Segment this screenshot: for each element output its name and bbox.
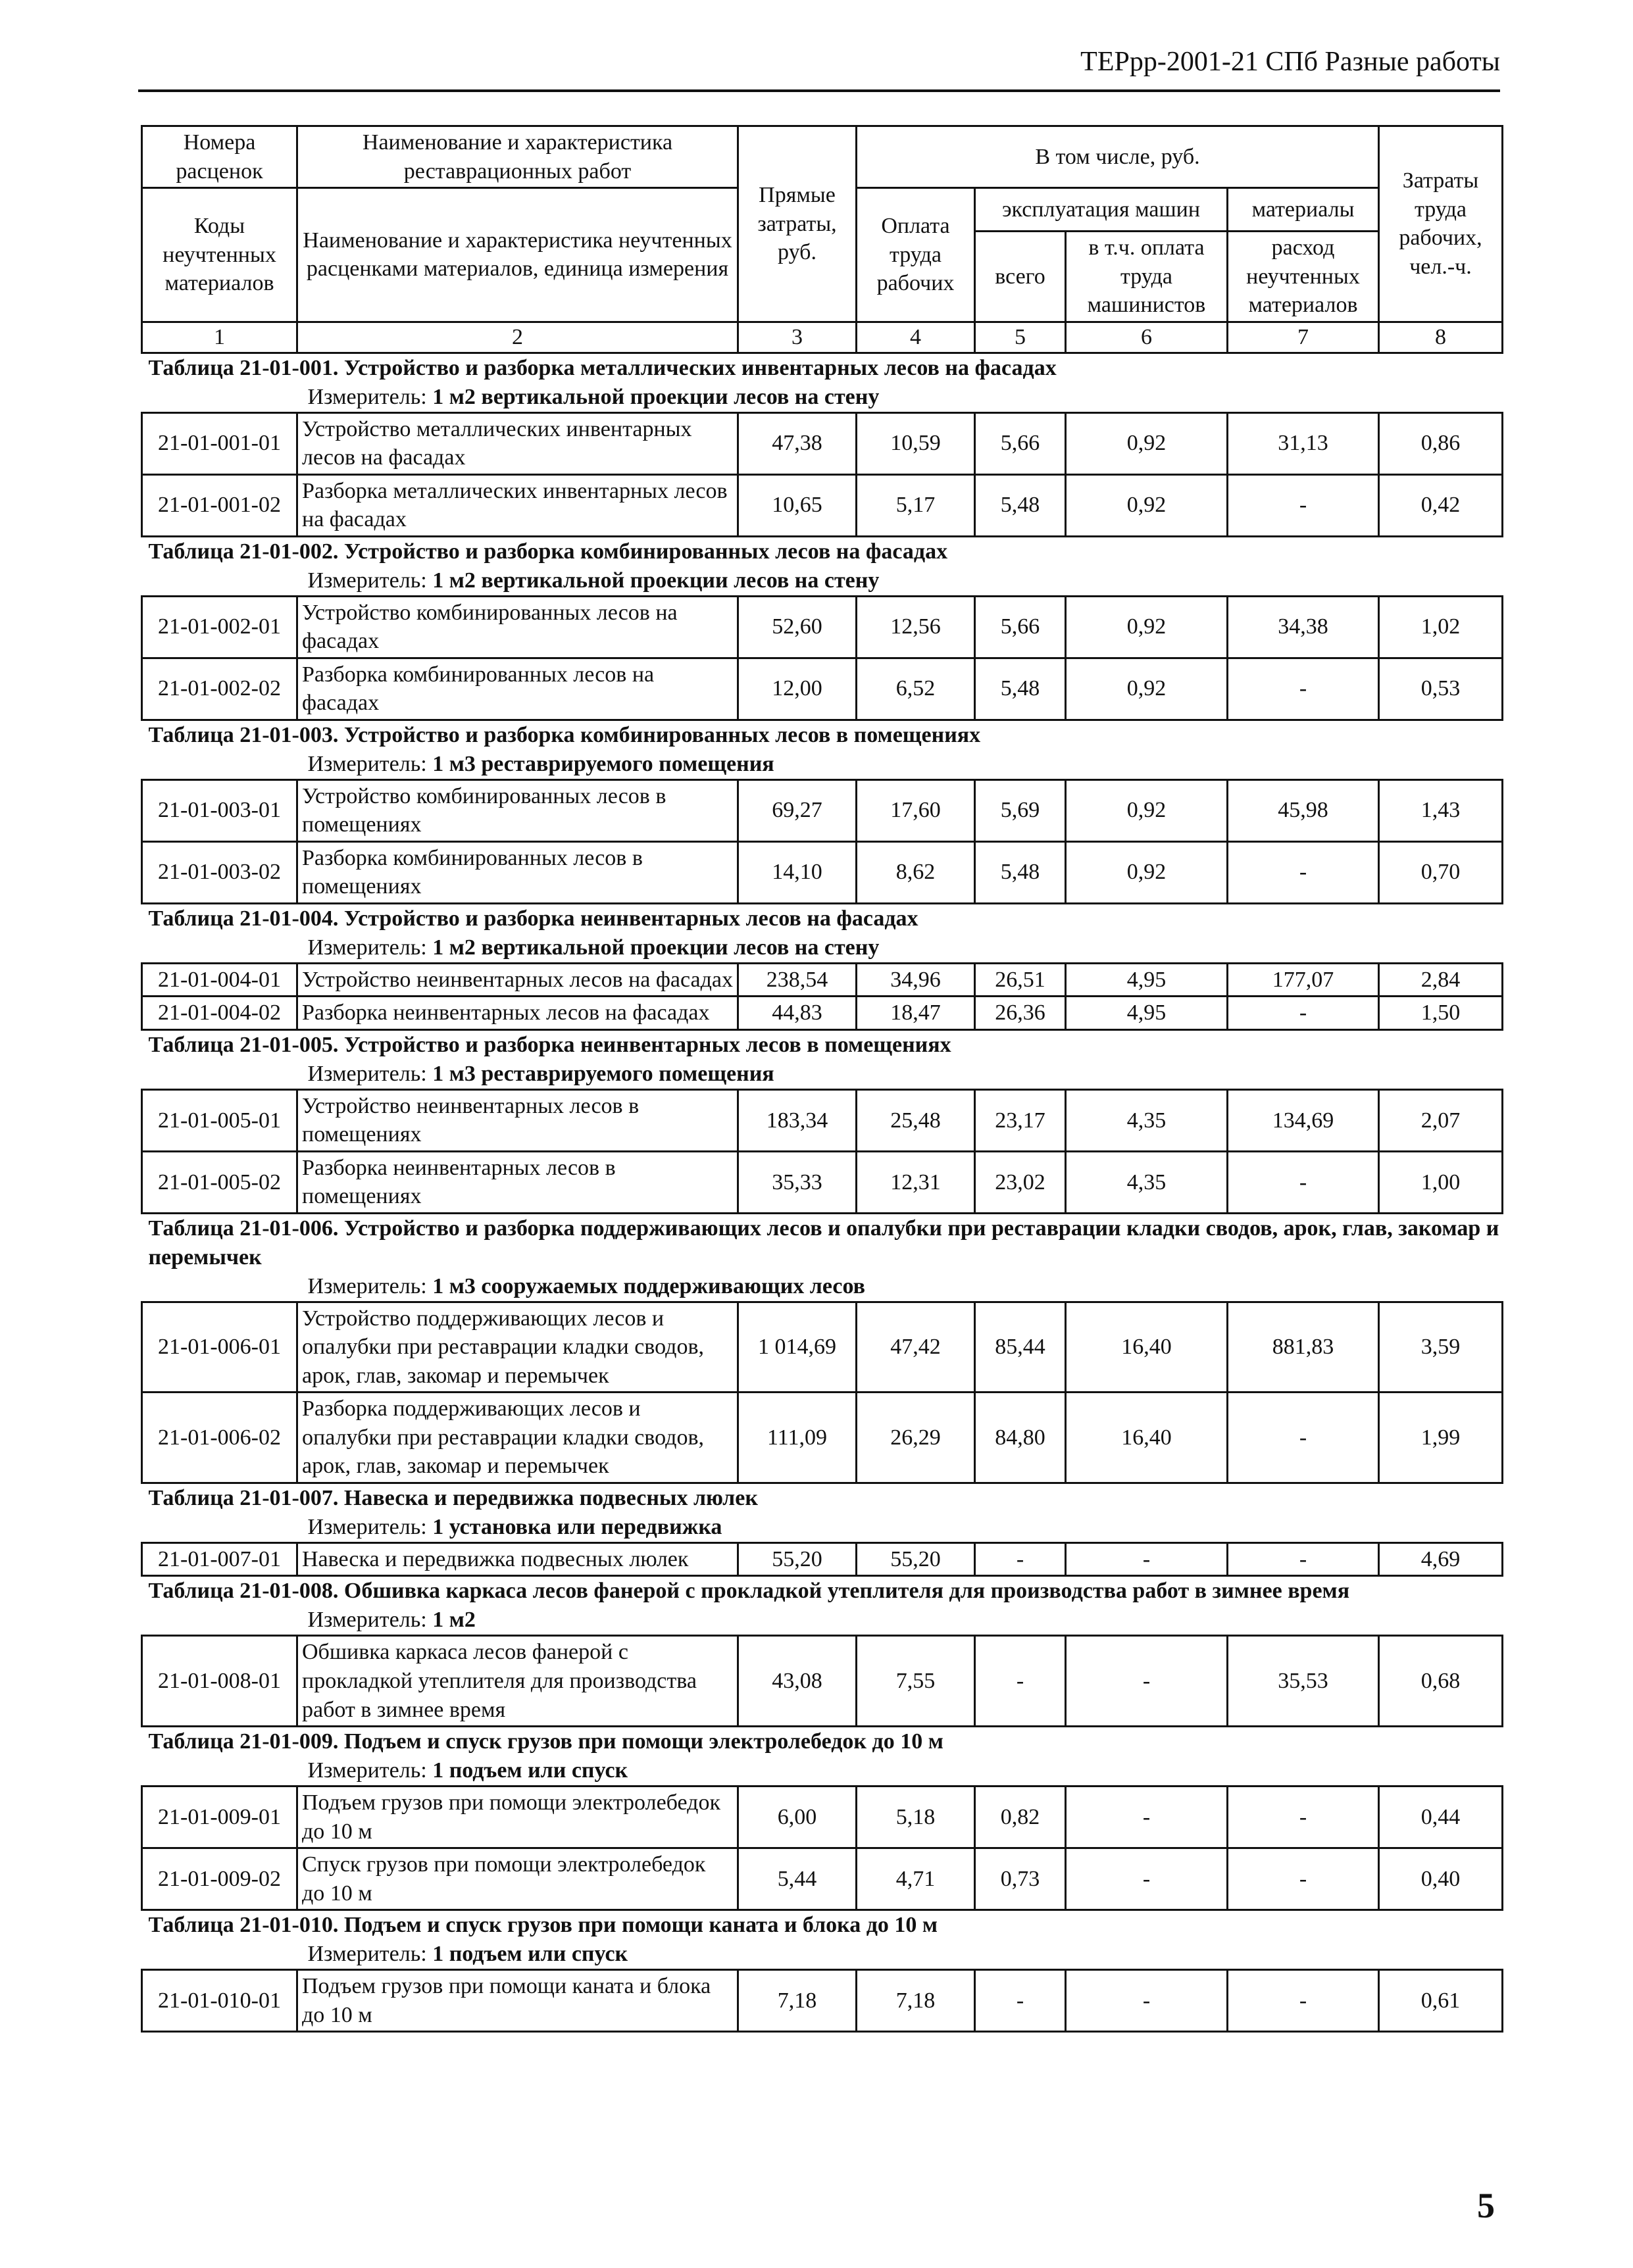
- work-name-cell: Подъем грузов при помощи электролебедок до 10 м: [297, 1787, 738, 1848]
- running-header: ТЕРрр-2001-21 СПб Разные работы: [1080, 47, 1500, 77]
- machinists-pay-cell: 4,35: [1066, 1151, 1228, 1213]
- measure-line: [142, 1513, 1503, 1543]
- labor-pay-cell: 8,62: [857, 841, 975, 903]
- machinists-pay-cell: 0,92: [1066, 658, 1228, 720]
- section-title: Таблица 21-01-008. Обшивка каркаса лесов фанерой с прокладкой утеплителя для производства работ в зимнее время: [148, 1579, 1350, 1604]
- labor-hours-cell: 4,69: [1379, 1542, 1503, 1576]
- labor-pay-cell: 12,31: [857, 1151, 975, 1213]
- measure-unit: 1 м2 вертикальной проекции лесов на стену: [432, 935, 880, 960]
- materials-cell: -: [1228, 1542, 1379, 1576]
- machinists-pay-cell: 4,95: [1066, 963, 1228, 997]
- labor-hours-cell: 0,44: [1379, 1787, 1503, 1848]
- machines-total-cell: 26,36: [975, 997, 1066, 1030]
- measure-line: [142, 1756, 1503, 1787]
- materials-cell: -: [1228, 997, 1379, 1030]
- measure-prefix: Измеритель:: [307, 1273, 433, 1298]
- direct-cost-cell: 183,34: [738, 1089, 857, 1151]
- work-name-cell: Устройство комбинированных лесов на фасадах: [297, 596, 738, 658]
- machinists-pay-cell: 16,40: [1066, 1302, 1228, 1393]
- work-name-cell: Устройство металлических инвентарных лесов на фасадах: [297, 412, 738, 474]
- labor-hours-cell: 0,70: [1379, 841, 1503, 903]
- rate-code-cell: 21-01-004-02: [142, 997, 297, 1030]
- direct-cost-cell: 238,54: [738, 963, 857, 997]
- column-number: 7: [1228, 322, 1379, 353]
- labor-hours-cell: 0,40: [1379, 1848, 1503, 1910]
- materials-cell: 134,69: [1228, 1089, 1379, 1151]
- labor-pay-cell: 55,20: [857, 1542, 975, 1576]
- labor-pay-cell: 26,29: [857, 1393, 975, 1483]
- measure-unit: 1 м3 реставрируемого помещения: [432, 1061, 774, 1086]
- work-name-cell: Разборка неинвентарных лесов в помещениях: [297, 1151, 738, 1213]
- direct-cost-cell: 14,10: [738, 841, 857, 903]
- work-name-cell: Разборка металлических инвентарных лесов на фасадах: [297, 474, 738, 536]
- machines-total-cell: 0,73: [975, 1848, 1066, 1910]
- table-row: [142, 1636, 1503, 1727]
- materials-cell: 35,53: [1228, 1636, 1379, 1727]
- labor-pay-cell: 7,55: [857, 1636, 975, 1727]
- measure-prefix: Измеритель:: [307, 384, 433, 409]
- rate-code-cell: 21-01-004-01: [142, 963, 297, 997]
- measure-row: [142, 1940, 1503, 1970]
- section-title-row: [142, 720, 1503, 750]
- machines-total-cell: 23,02: [975, 1151, 1066, 1213]
- labor-hours-cell: 0,68: [1379, 1636, 1503, 1727]
- rate-code-cell: 21-01-003-02: [142, 841, 297, 903]
- machines-total-cell: 5,66: [975, 596, 1066, 658]
- measure-line: [142, 1272, 1503, 1302]
- measure-line: [142, 383, 1503, 413]
- materials-cell: 881,83: [1228, 1302, 1379, 1393]
- measure-unit: 1 установка или передвижка: [432, 1514, 722, 1539]
- materials-cell: -: [1228, 1151, 1379, 1213]
- machines-total-cell: 5,48: [975, 474, 1066, 536]
- measure-prefix: Измеритель:: [307, 1061, 433, 1086]
- section-title: Таблица 21-01-009. Подъем и спуск грузов при помощи электролебедок до 10 м: [148, 1729, 943, 1754]
- work-name-cell: Устройство поддерживающих лесов и опалубки при реставрации кладки сводов, арок, глав, закомар и перемычек: [297, 1302, 738, 1393]
- column-number: 1: [142, 322, 297, 353]
- machinists-pay-cell: 0,92: [1066, 596, 1228, 658]
- table-row: [142, 1848, 1503, 1910]
- materials-cell: 34,38: [1228, 596, 1379, 658]
- direct-cost-cell: 52,60: [738, 596, 857, 658]
- rate-code-cell: 21-01-002-02: [142, 658, 297, 720]
- section-title-row: [142, 903, 1503, 933]
- machines-total-cell: 26,51: [975, 963, 1066, 997]
- direct-cost-cell: 47,38: [738, 412, 857, 474]
- materials-cell: -: [1228, 1787, 1379, 1848]
- work-name-cell: Спуск грузов при помощи электролебедок до 10 м: [297, 1848, 738, 1910]
- column-number: 8: [1379, 322, 1503, 353]
- measure-unit: 1 м2 вертикальной проекции лесов на стену: [432, 568, 880, 593]
- measure-prefix: Измеритель:: [307, 1514, 433, 1539]
- materials-cell: -: [1228, 1848, 1379, 1910]
- machines-total-cell: 5,66: [975, 412, 1066, 474]
- column-number: 6: [1066, 322, 1228, 353]
- rate-code-cell: 21-01-009-01: [142, 1787, 297, 1848]
- direct-cost-cell: 35,33: [738, 1151, 857, 1213]
- labor-hours-cell: 2,07: [1379, 1089, 1503, 1151]
- rate-code-cell: 21-01-010-01: [142, 1970, 297, 2032]
- measure-prefix: Измеритель:: [307, 1758, 433, 1783]
- header-material-consumption: расход неучтенных материалов: [1228, 232, 1379, 322]
- machinists-pay-cell: 16,40: [1066, 1393, 1228, 1483]
- machines-total-cell: -: [975, 1970, 1066, 2032]
- labor-pay-cell: 6,52: [857, 658, 975, 720]
- table-row: [142, 596, 1503, 658]
- measure-unit: 1 подъем или спуск: [432, 1758, 628, 1783]
- header-machines-total: всего: [975, 232, 1066, 322]
- column-numbers-row: [142, 322, 1503, 353]
- labor-pay-cell: 34,96: [857, 963, 975, 997]
- rates-table-container: [141, 125, 1501, 2033]
- machinists-pay-cell: 0,92: [1066, 779, 1228, 841]
- rate-code-cell: 21-01-005-02: [142, 1151, 297, 1213]
- machines-total-cell: 23,17: [975, 1089, 1066, 1151]
- direct-cost-cell: 5,44: [738, 1848, 857, 1910]
- machines-total-cell: 5,48: [975, 841, 1066, 903]
- measure-prefix: Измеритель:: [307, 751, 433, 776]
- section-title-row: [142, 1576, 1503, 1606]
- direct-cost-cell: 7,18: [738, 1970, 857, 2032]
- measure-row: [142, 1272, 1503, 1302]
- header-including-group: В том числе, руб.: [857, 126, 1379, 188]
- work-name-cell: Навеска и передвижка подвесных люлек: [297, 1542, 738, 1576]
- labor-pay-cell: 47,42: [857, 1302, 975, 1393]
- rate-code-cell: 21-01-003-01: [142, 779, 297, 841]
- labor-pay-cell: 5,17: [857, 474, 975, 536]
- machinists-pay-cell: 4,35: [1066, 1089, 1228, 1151]
- section-title: Таблица 21-01-007. Навеска и передвижка подвесных люлек: [148, 1485, 758, 1510]
- work-name-cell: Устройство неинвентарных лесов на фасадах: [297, 963, 738, 997]
- direct-cost-cell: 44,83: [738, 997, 857, 1030]
- section-title-row: [142, 1727, 1503, 1757]
- machines-total-cell: 85,44: [975, 1302, 1066, 1393]
- rate-code-cell: 21-01-007-01: [142, 1542, 297, 1576]
- measure-prefix: Измеритель:: [307, 1942, 433, 1967]
- section-title-row: [142, 353, 1503, 383]
- header-direct-costs: Прямые затраты, руб.: [738, 126, 857, 322]
- labor-pay-cell: 18,47: [857, 997, 975, 1030]
- header-machine-operation: эксплуатация машин: [975, 188, 1228, 232]
- direct-cost-cell: 1 014,69: [738, 1302, 857, 1393]
- machines-total-cell: 5,48: [975, 658, 1066, 720]
- header-labor-pay: Оплата труда рабочих: [857, 188, 975, 322]
- section-title: Таблица 21-01-005. Устройство и разборка неинвентарных лесов в помещениях: [148, 1032, 951, 1057]
- work-name-cell: Обшивка каркаса лесов фанерой с прокладкой утеплителя для производства работ в зимнее время: [297, 1636, 738, 1727]
- work-name-cell: Устройство комбинированных лесов в помещениях: [297, 779, 738, 841]
- section-title: Таблица 21-01-001. Устройство и разборка металлических инвентарных лесов на фасадах: [148, 355, 1057, 380]
- labor-hours-cell: 0,42: [1379, 474, 1503, 536]
- labor-pay-cell: 7,18: [857, 1970, 975, 2032]
- measure-row: [142, 566, 1503, 597]
- direct-cost-cell: 69,27: [738, 779, 857, 841]
- machines-total-cell: 84,80: [975, 1393, 1066, 1483]
- materials-cell: -: [1228, 1970, 1379, 2032]
- rate-code-cell: 21-01-008-01: [142, 1636, 297, 1727]
- measure-row: [142, 1756, 1503, 1787]
- table-row: [142, 1151, 1503, 1213]
- section-title-row: [142, 1029, 1503, 1060]
- direct-cost-cell: 111,09: [738, 1393, 857, 1483]
- table-row: [142, 779, 1503, 841]
- header-machinists-pay: в т.ч. оплата труда машинистов: [1066, 232, 1228, 322]
- measure-prefix: Измеритель:: [307, 935, 433, 960]
- section-title-row: [142, 1483, 1503, 1513]
- machinists-pay-cell: -: [1066, 1636, 1228, 1727]
- header-rule: [138, 89, 1500, 92]
- machines-total-cell: -: [975, 1636, 1066, 1727]
- direct-cost-cell: 55,20: [738, 1542, 857, 1576]
- header-labor-hours: Затраты труда рабочих, чел.-ч.: [1379, 126, 1503, 322]
- table-row: [142, 1302, 1503, 1393]
- rates-table: [141, 125, 1503, 2033]
- measure-line: [142, 1060, 1503, 1090]
- work-name-cell: Устройство неинвентарных лесов в помещениях: [297, 1089, 738, 1151]
- table-row: [142, 1089, 1503, 1151]
- work-name-cell: Разборка поддерживающих лесов и опалубки при реставрации кладки сводов, арок, глав, закомар и перемычек: [297, 1393, 738, 1483]
- materials-cell: 177,07: [1228, 963, 1379, 997]
- materials-cell: -: [1228, 474, 1379, 536]
- machinists-pay-cell: -: [1066, 1787, 1228, 1848]
- machinists-pay-cell: -: [1066, 1542, 1228, 1576]
- section-title: Таблица 21-01-003. Устройство и разборка комбинированных лесов в помещениях: [148, 722, 981, 747]
- labor-hours-cell: 0,53: [1379, 658, 1503, 720]
- column-number: 2: [297, 322, 738, 353]
- work-name-cell: Разборка комбинированных лесов на фасадах: [297, 658, 738, 720]
- header-material-name: Наименование и характеристика неучтенных расценками материалов, единица измерения: [297, 188, 738, 322]
- measure-line: [142, 1606, 1503, 1636]
- materials-cell: -: [1228, 841, 1379, 903]
- column-number: 4: [857, 322, 975, 353]
- measure-unit: 1 м2: [432, 1608, 476, 1633]
- column-number: 5: [975, 322, 1066, 353]
- table-row: [142, 841, 1503, 903]
- rate-code-cell: 21-01-006-02: [142, 1393, 297, 1483]
- measure-unit: 1 м2 вертикальной проекции лесов на стену: [432, 384, 880, 409]
- labor-hours-cell: 2,84: [1379, 963, 1503, 997]
- work-name-cell: Подъем грузов при помощи каната и блока до 10 м: [297, 1970, 738, 2032]
- machinists-pay-cell: 4,95: [1066, 997, 1228, 1030]
- labor-pay-cell: 10,59: [857, 412, 975, 474]
- table-row: [142, 658, 1503, 720]
- section-title: Таблица 21-01-006. Устройство и разборка поддерживающих лесов и опалубки при реставрации кладки сводов, арок, глав, закомар и перемычек: [148, 1216, 1499, 1270]
- labor-pay-cell: 17,60: [857, 779, 975, 841]
- measure-line: [142, 1940, 1503, 1970]
- labor-pay-cell: 12,56: [857, 596, 975, 658]
- section-title: Таблица 21-01-004. Устройство и разборка неинвентарных лесов на фасадах: [148, 906, 918, 931]
- table-row: [142, 412, 1503, 474]
- labor-hours-cell: 1,99: [1379, 1393, 1503, 1483]
- measure-unit: 1 подъем или спуск: [432, 1942, 628, 1967]
- measure-row: [142, 750, 1503, 780]
- measure-prefix: Измеритель:: [307, 1608, 433, 1633]
- labor-hours-cell: 0,86: [1379, 412, 1503, 474]
- rate-code-cell: 21-01-009-02: [142, 1848, 297, 1910]
- measure-unit: 1 м3 реставрируемого помещения: [432, 751, 774, 776]
- rate-code-cell: 21-01-001-01: [142, 412, 297, 474]
- page-number: 5: [1477, 2186, 1495, 2225]
- measure-row: [142, 383, 1503, 413]
- work-name-cell: Разборка неинвентарных лесов на фасадах: [297, 997, 738, 1030]
- rate-code-cell: 21-01-002-01: [142, 596, 297, 658]
- section-title-row: [142, 536, 1503, 566]
- materials-cell: -: [1228, 1393, 1379, 1483]
- section-title: Таблица 21-01-002. Устройство и разборка комбинированных лесов на фасадах: [148, 539, 948, 564]
- section-title-row: [142, 1910, 1503, 1940]
- table-row: [142, 963, 1503, 997]
- labor-hours-cell: 0,61: [1379, 1970, 1503, 2032]
- table-row: [142, 1787, 1503, 1848]
- machines-total-cell: 0,82: [975, 1787, 1066, 1848]
- section-title: Таблица 21-01-010. Подъем и спуск грузов при помощи каната и блока до 10 м: [148, 1913, 938, 1938]
- labor-pay-cell: 4,71: [857, 1848, 975, 1910]
- labor-hours-cell: 1,43: [1379, 779, 1503, 841]
- table-body: [142, 353, 1503, 2032]
- header-rate-numbers: Номера расценок: [142, 126, 297, 188]
- table-row: [142, 1542, 1503, 1576]
- table-row: [142, 1970, 1503, 2032]
- machines-total-cell: -: [975, 1542, 1066, 1576]
- header-work-name: Наименование и характеристика реставрационных работ: [297, 126, 738, 188]
- measure-line: [142, 933, 1503, 964]
- machinists-pay-cell: 0,92: [1066, 474, 1228, 536]
- direct-cost-cell: 6,00: [738, 1787, 857, 1848]
- measure-line: [142, 750, 1503, 780]
- materials-cell: 45,98: [1228, 779, 1379, 841]
- materials-cell: 31,13: [1228, 412, 1379, 474]
- measure-row: [142, 933, 1503, 964]
- section-title-row: [142, 1213, 1503, 1272]
- labor-hours-cell: 1,00: [1379, 1151, 1503, 1213]
- machinists-pay-cell: 0,92: [1066, 841, 1228, 903]
- measure-row: [142, 1513, 1503, 1543]
- rate-code-cell: 21-01-005-01: [142, 1089, 297, 1151]
- measure-line: [142, 566, 1503, 597]
- measure-unit: 1 м3 сооружаемых поддерживающих лесов: [432, 1273, 865, 1298]
- work-name-cell: Разборка комбинированных лесов в помещениях: [297, 841, 738, 903]
- direct-cost-cell: 43,08: [738, 1636, 857, 1727]
- column-number: 3: [738, 322, 857, 353]
- table-row: [142, 997, 1503, 1030]
- table-row: [142, 1393, 1503, 1483]
- direct-cost-cell: 10,65: [738, 474, 857, 536]
- direct-cost-cell: 12,00: [738, 658, 857, 720]
- rate-code-cell: 21-01-001-02: [142, 474, 297, 536]
- labor-hours-cell: 3,59: [1379, 1302, 1503, 1393]
- header-material-codes: Коды неучтенных материалов: [142, 188, 297, 322]
- machines-total-cell: 5,69: [975, 779, 1066, 841]
- labor-hours-cell: 1,02: [1379, 596, 1503, 658]
- measure-row: [142, 1606, 1503, 1636]
- machinists-pay-cell: -: [1066, 1848, 1228, 1910]
- machinists-pay-cell: 0,92: [1066, 412, 1228, 474]
- machinists-pay-cell: -: [1066, 1970, 1228, 2032]
- rate-code-cell: 21-01-006-01: [142, 1302, 297, 1393]
- header-materials: материалы: [1228, 188, 1379, 232]
- measure-row: [142, 1060, 1503, 1090]
- table-header: [142, 126, 1503, 353]
- labor-hours-cell: 1,50: [1379, 997, 1503, 1030]
- table-row: [142, 474, 1503, 536]
- labor-pay-cell: 5,18: [857, 1787, 975, 1848]
- materials-cell: -: [1228, 658, 1379, 720]
- measure-prefix: Измеритель:: [307, 568, 433, 593]
- labor-pay-cell: 25,48: [857, 1089, 975, 1151]
